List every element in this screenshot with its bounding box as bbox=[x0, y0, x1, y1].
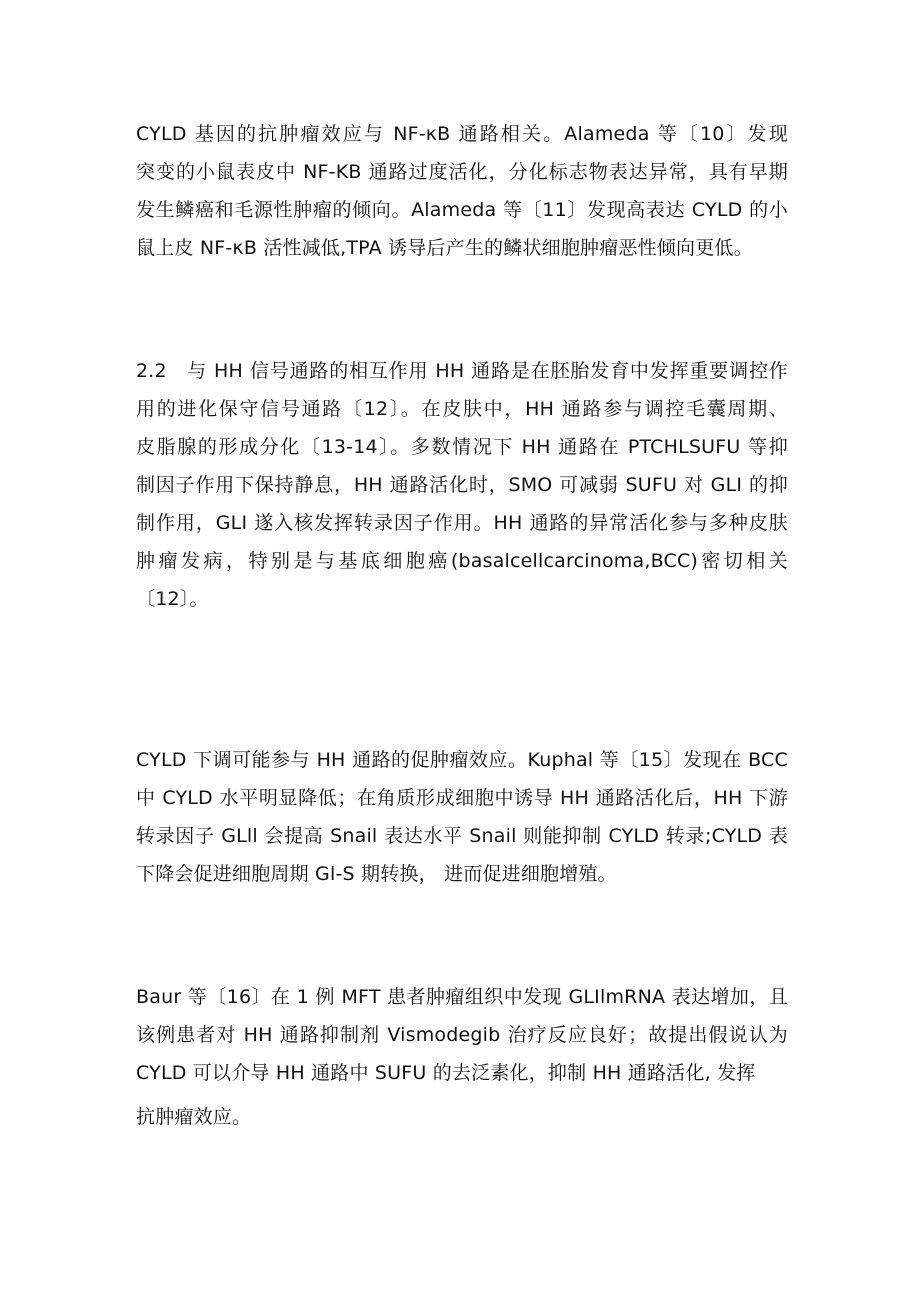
text-line: 皮脂腺的形成分化〔13-14〕。多数情况下 HH 通路在 PTCHLSUFU 等抑 bbox=[136, 436, 788, 458]
section-heading-line: 2.2 与 HH 信号通路的相互作用 HH 通路是在胚胎发育中发挥重要调控作 bbox=[136, 360, 788, 382]
text-line: Baur 等〔16〕在 1 例 MFT 患者肿瘤组织中发现 GLIlmRNA 表达增加，且 bbox=[136, 986, 788, 1008]
text-line: 该例患者对 HH 通路抑制剂 Vismodegib 治疗反应良好；故提出假说认为 bbox=[136, 1024, 788, 1046]
text-line: 制因子作用下保持静息，HH 通路活化时，SMO 可减弱 SUFU 对 GLI 的抑 bbox=[136, 474, 788, 496]
text-line: CYLD 可以介导 HH 通路中 SUFU 的去泛素化，抑制 HH 通路活化, 发挥 bbox=[136, 1062, 756, 1084]
text-line: CYLD 下调可能参与 HH 通路的促肿瘤效应。Kuphal 等〔15〕发现在 BCC bbox=[136, 749, 788, 771]
paragraph-hh-pathway bbox=[136, 352, 788, 618]
text-line: 抗肿瘤效应。 bbox=[136, 1106, 252, 1128]
text-line: 肿瘤发病，特别是与基底细胞癌(basalcellcarcinoma,BCC)密切相关 bbox=[136, 550, 788, 572]
text-line: 中 CYLD 水平明显降低；在角质形成细胞中诱导 HH 通路活化后，HH 下游 bbox=[136, 787, 788, 809]
text-line: 下降会促进细胞周期 Gl-S 期转换， 进而促进细胞增殖。 bbox=[136, 863, 617, 885]
paragraph-cyld-nfkb bbox=[136, 115, 788, 267]
text-line: 用的进化保守信号通路〔12〕。在皮肤中，HH 通路参与调控毛囊周期、 bbox=[136, 398, 788, 420]
text-line: 发生鳞癌和毛源性肿瘤的倾向。Alameda 等〔11〕发现高表达 CYLD 的小 bbox=[136, 199, 788, 221]
text-line: 突变的小鼠表皮中 NF-KB 通路过度活化，分化标志物表达异常，具有早期 bbox=[136, 161, 788, 183]
paragraph-baur-hypothesis bbox=[136, 978, 788, 1136]
text-line: 〔12〕。 bbox=[136, 588, 209, 610]
paragraph-cyld-downregulation bbox=[136, 741, 788, 893]
text-line: CYLD 基因的抗肿瘤效应与 NF-κB 通路相关。Alameda 等〔10〕发现 bbox=[136, 123, 788, 145]
text-line: 转录因子 GLll 会提高 Snail 表达水平 Snail 则能抑制 CYLD 转录;CYLD 表 bbox=[136, 825, 788, 847]
text-line: 制作用，GLI 遂入核发挥转录因子作用。HH 通路的异常活化参与多种皮肤 bbox=[136, 512, 788, 534]
text-line: 鼠上皮 NF-κB 活性减低,TPA 诱导后产生的鳞状细胞肿瘤恶性倾向更低。 bbox=[136, 237, 753, 259]
